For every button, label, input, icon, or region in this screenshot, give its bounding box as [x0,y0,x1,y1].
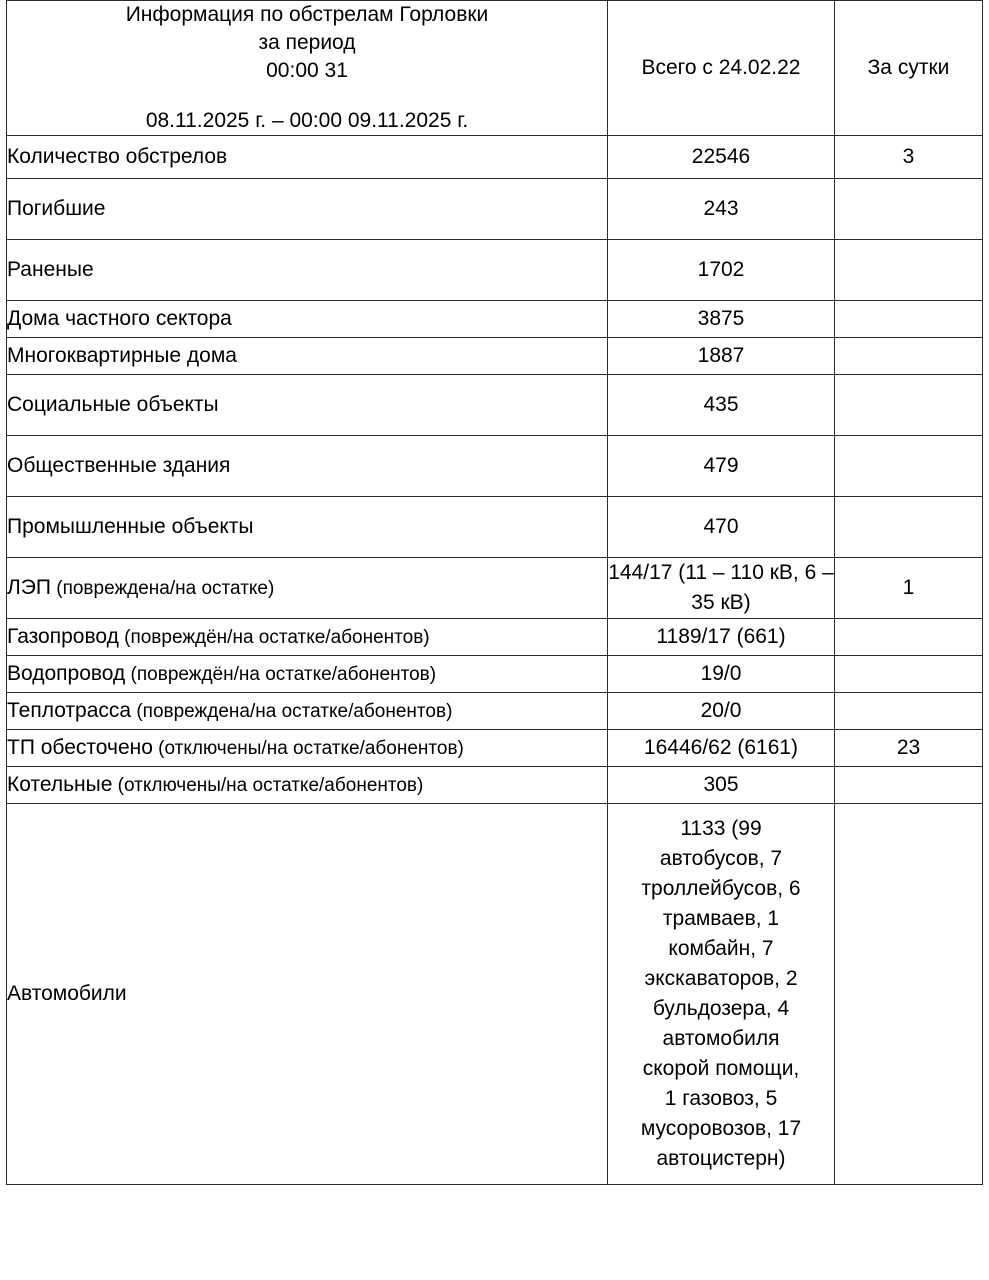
row-label-qualifier: (повреждён/на остатке/абонентов) [118,626,430,648]
row-total-value: 1189/17 (661) [608,619,835,656]
row-total-value: 3875 [608,301,835,338]
row-total-value: 479 [608,436,835,497]
row-daily-value [835,767,983,804]
header-title-line-1: Информация по обстрелам Горловки [125,3,489,26]
row-label [7,558,608,619]
header-title-cell [7,1,608,136]
row-label-text: Общественные здания [7,454,231,477]
table-row [7,767,983,804]
row-label-text: Газопровод [7,624,119,648]
row-daily-value [835,301,983,338]
row-total-value: 470 [608,497,835,558]
row-label-text: Дома частного сектора [7,307,232,330]
table-row [7,693,983,730]
row-daily-value [835,375,983,436]
row-label-text: Котельные [7,772,113,796]
row-total-value: 144/17 (11 – 110 кВ, 6 – 35 кВ) [608,558,835,619]
row-label [7,179,608,240]
row-total-value: 1702 [608,240,835,301]
row-label [7,240,608,301]
row-label [7,804,608,1185]
table-row [7,301,983,338]
shelling-statistics-table [6,0,983,1185]
row-daily-value [835,619,983,656]
row-label-text: Автомобили [7,982,127,1005]
table-header-row [7,1,983,136]
row-label [7,497,608,558]
row-daily-value [835,436,983,497]
row-label-text: Промышленные объекты [7,515,254,538]
row-daily-value [835,179,983,240]
row-daily-value: 1 [835,558,983,619]
row-label-text: Количество обстрелов [7,145,228,168]
header-title-line-2: за период [258,31,356,54]
row-label-text: Многоквартирные дома [7,344,237,367]
row-total-value: 1887 [608,338,835,375]
table-row [7,558,983,619]
header-title-line-4: 08.11.2025 г. – 00:00 09.11.2025 г. [145,109,469,132]
row-daily-value [835,240,983,301]
table-row [7,804,983,1185]
table-row [7,179,983,240]
row-daily-value: 3 [835,136,983,179]
row-label-text: Социальные объекты [7,393,219,416]
row-label-qualifier: (повреждена/на остатке) [50,577,275,599]
row-total-value: 305 [608,767,835,804]
table-row [7,375,983,436]
header-title-line-3: 00:00 31 [266,59,348,82]
row-label [7,375,608,436]
row-label [7,136,608,179]
row-label-text: ТП обесточено [7,735,153,759]
row-label-qualifier: (отключены/на остатке/абонентов) [152,737,464,759]
table-row [7,136,983,179]
row-label-text: Раненые [7,258,94,281]
table-row [7,436,983,497]
table-row [7,656,983,693]
table-row [7,730,983,767]
row-total-value: 435 [608,375,835,436]
row-label-qualifier: (повреждена/на остатке/абонентов) [131,700,453,722]
table-row [7,338,983,375]
header-daily-column: За сутки [835,1,983,136]
table-row [7,497,983,558]
row-total-value: 16446/62 (6161) [608,730,835,767]
row-daily-value [835,804,983,1185]
row-label-qualifier: (повреждён/на остатке/абонентов) [125,663,437,685]
row-label-text: Водопровод [7,661,126,685]
table-row [7,240,983,301]
row-label [7,301,608,338]
row-total-value: 19/0 [608,656,835,693]
table-row [7,619,983,656]
row-label [7,338,608,375]
row-total-value: 22546 [608,136,835,179]
row-daily-value [835,338,983,375]
row-label-text: Теплотрасса [7,698,132,722]
row-label-text: ЛЭП [7,575,51,599]
row-total-value: 20/0 [608,693,835,730]
table-body [7,136,983,1185]
row-label-qualifier: (отключены/на остатке/абонентов) [112,774,424,796]
header-total-column: Всего с 24.02.22 [608,1,835,136]
table-header [7,1,983,136]
row-label [7,730,608,767]
row-label [7,693,608,730]
row-label [7,767,608,804]
row-label [7,656,608,693]
row-daily-value [835,693,983,730]
row-total-value: 1133 (99 автобусов, 7 троллейбусов, 6 трамваев, 1 комбайн, 7 экскаваторов, 2 бульдозера, 4 автомобиля скорой помощи, 1 газовоз, 5 мусоровозов, 17 автоцистерн) [608,804,835,1185]
row-label [7,619,608,656]
row-label [7,436,608,497]
row-daily-value [835,656,983,693]
row-daily-value [835,497,983,558]
row-daily-value: 23 [835,730,983,767]
row-total-value: 243 [608,179,835,240]
row-label-text: Погибшие [7,197,106,220]
